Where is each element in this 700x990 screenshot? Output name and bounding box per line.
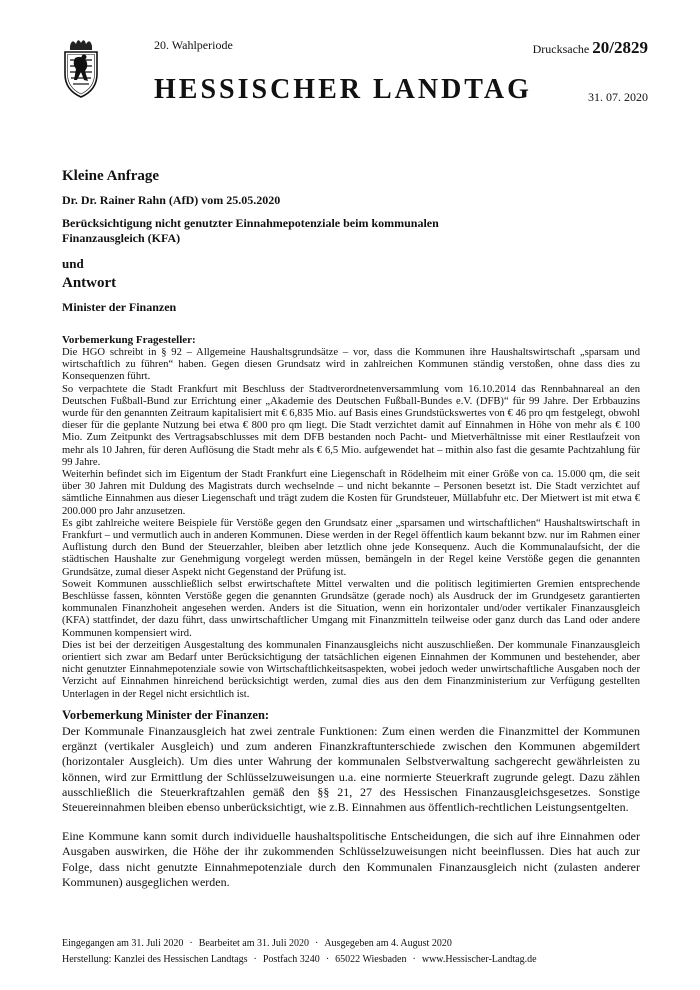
- section-title: Vorbemerkung Minister der Finanzen:: [62, 708, 270, 722]
- footer-dates: [62, 936, 662, 952]
- wahlperiode: 20. Wahlperiode: [154, 38, 233, 52]
- footer-postfach: Postfach 3240: [262, 954, 320, 965]
- author-line: Dr. Dr. Rainer Rahn (AfD) vom 25.05.2020: [62, 193, 281, 207]
- document-heading: [62, 168, 502, 323]
- section-title: Vorbemerkung Fragesteller:: [62, 334, 196, 346]
- vorbemerkung-fragesteller: [62, 334, 640, 701]
- vorbemerkung-minister: [62, 708, 640, 904]
- drucksache: [533, 38, 648, 58]
- paragraph: Die HGO schreibt in § 92 – Allgemeine Haushaltsgrundsätze – vor, dass die Kommunen ihre Haushaltswirtschaft „sparsam und wirtschaftlich zu führen“ haben. Gegen diesen Grundsatz wird in zahlreichen Kommunen ständig verstoßen, ohne dass dies zu Konsequenzen führt.: [62, 347, 640, 383]
- paragraph: Es gibt zahlreiche weitere Beispiele für Verstöße gegen den Grundsatz einer „sparsamen und wirtschaftlichen“ Haushaltswirtschaft in Frankfurt – und vermutlich auch in anderen Kommunen. Diese werden in der Regel öffentlich kaum bekannt bzw. nur im Rahmen einer Auflistung durch den Bund der Steuerzahler, bleiben aber letztlich ohne jede Konsequenz. Auch die Kommunalaufsicht, der die städtischen Haushalte zur Genehmigung vorgelegt werden müssen, bemängeln in der Regel keine Verstöße gegen die genannten Grundsätze, zumal dieser Aspekt nicht Gegenstand der Prüfung ist.: [62, 517, 640, 578]
- paragraph: So verpachtete die Stadt Frankfurt mit Beschluss der Stadtverordnetenversammlung vom 16.10.2014 das Rennbahnareal an den Deutschen Fußball-Bund zur Errichtung einer „Akademie des Deutschen Fußball-Bundes e.V. (DFB)“ für 99 Jahre. Der Erbbauzins wurde für den genannten Zeitraum kapitalisiert mit € 6,835 Mio. auf Basis eines Grundstückswertes von € 46 pro qm festgelegt, obwohl dieser für die geplante Nutzung bei etwa € 800 pro qm liegt. Die Stadt verzichtet damit auf Einnahmen in Höhe von mehr als € 100 Mio. Zum Zeitpunkt des Vertragsabschlusses mit dem DFB bestanden noch Pacht- und Mietverhältnisse mit einer Restlaufzeit von mehr als 10 Jahren, für deren Auflösung die Stadt mehr als € 6,5 Mio. aufgewendet hat – mithin also fast die gesamte Pachtzahlung für 99 Jahre.: [62, 383, 640, 468]
- document-date: 31. 07. 2020: [588, 90, 648, 104]
- antwort-heading: Antwort: [62, 275, 117, 291]
- footer-ort: 65022 Wiesbaden: [335, 954, 407, 965]
- responder-line: Minister der Finanzen: [62, 300, 177, 314]
- footer-web-link[interactable]: www.Hessischer-Landtag.de: [421, 954, 537, 965]
- footer-publisher: [62, 952, 662, 968]
- paragraph: Weiterhin befindet sich im Eigentum der Stadt Frankfurt eine Liegenschaft in Rödelheim mit einer Größe von ca. 15.000 qm, die seit über 30 Jahren mit Duldung des Magistrats durch wechselnde – und nicht bekannte – Personen besetzt ist. Die Stadt verzichtet auf sämtliche Einnahmen aus dieser Liegenschaft und trägt zudem die Kosten für Grundsteuer, Müllabfuhr etc. Der Mietwert ist mit etwa € 200.000 pro Jahr anzusetzen.: [62, 469, 640, 517]
- paragraph: Der Kommunale Finanzausgleich hat zwei zentrale Funktionen: Zum einen werden die Finanzmittel der Kommunen ergänzt (vertikaler Ausgleich) und zum anderen Finanzkraftunterschiede zwischen den Kommunen abgemildert (horizontaler Ausgleich). Um dies unter Wahrung der kommunalen Selbstverwaltung sachgerecht gewährleisten zu können, wird zur Ermittlung der Schlüsselzuweisungen u.a. eine normierte Steuerkraft zugrunde gelegt. Dazu zählen ausschließlich die Steuerkraftzahlen gemäß den §§ 21, 27 des Hessischen Finanzausgleichsgesetzes. Sonstige Steuereinnahmen bleiben ebenso unberücksichtigt, wie z.B. Einnahmen aus öffentlich-rechtlichen Leistungsentgelten.: [62, 724, 640, 815]
- footer-herstellung: Herstellung: Kanzlei des Hessischen Landtags: [62, 954, 248, 965]
- subject-line: Berücksichtigung nicht genutzter Einnahmepotenziale beim kommunalen Finanzausgleich (KFA): [62, 216, 439, 245]
- drucksache-number: 20/2829: [592, 38, 648, 57]
- footer: [62, 936, 662, 968]
- footer-separator: ·: [325, 954, 330, 965]
- paragraph: Eine Kommune kann somit durch individuelle haushaltspolitische Entscheidungen, die sich auf ihre Einnahmen oder Ausgaben auswirken, die Höhe der ihr zukommenden Schlüsselzuweisungen nicht beeinflussen. Dies hat auch zur Folge, dass nicht genutzte Einnahmepotenziale durch den Kommunalen Finanzausgleich nicht (zulasten anderer Kommunen) ausgeglichen werden.: [62, 829, 640, 889]
- und-line: und: [62, 256, 84, 271]
- drucksache-label: Drucksache: [532, 42, 590, 56]
- footer-eingegangen: Eingegangen am 31. Juli 2020: [62, 938, 184, 949]
- footer-bearbeitet: Bearbeitet am 31. Juli 2020: [198, 938, 309, 949]
- hessen-crest-icon: [62, 36, 100, 98]
- paragraph: Soweit Kommunen ausschließlich selbst erwirtschaftete Mittel verwalten und die politisch legitimierten Gremien entsprechende Beschlüsse fassen, könnten Verstöße gegen die genannten Grundsätze (gerade noch) als Ausdruck der im Grundgesetz garantierten kommunalen Finanzhoheit angesehen werden. Anders ist die Situation, wenn ein horizontaler und/oder vertikaler Finanzausgleich (KFA) stattfindet, der dazu führt, dass unwirtschaftlicher Umgang mit Finanzmitteln teilweise oder ganz durch das Land oder andere Kommunen kompensiert wird.: [62, 578, 640, 639]
- document-kind: Kleine Anfrage: [62, 168, 160, 184]
- footer-ausgegeben: Ausgegeben am 4. August 2020: [324, 938, 452, 949]
- footer-separator: ·: [253, 954, 257, 965]
- footer-separator: ·: [189, 938, 193, 949]
- paragraph: Dies ist bei der derzeitigen Ausgestaltung des kommunalen Finanzausgleichs nicht auszuschließen. Der kommunale Finanzausgleich orientiert sich zwar am Bedarf unter Berücksichtigung der tatsächlichen eigenen Einnahmen der Kommunen und bestehender, aber nicht genutzter Einnahmepotenziale sowie von Wirtschaftlichkeitsaspekten, wobei jedoch weder unwirtschaftliche Ausgaben noch der Verzicht auf Einnahmen hinreichend berücksichtigt werden, zumal dies aus den dem Finanzministerium zur Verfügung gestellten Unterlagen in der Regel nicht ersichtlich ist.: [62, 639, 640, 700]
- footer-separator: ·: [314, 938, 319, 949]
- page-title: HESSISCHER LANDTAG: [154, 74, 532, 105]
- footer-separator: ·: [412, 954, 416, 965]
